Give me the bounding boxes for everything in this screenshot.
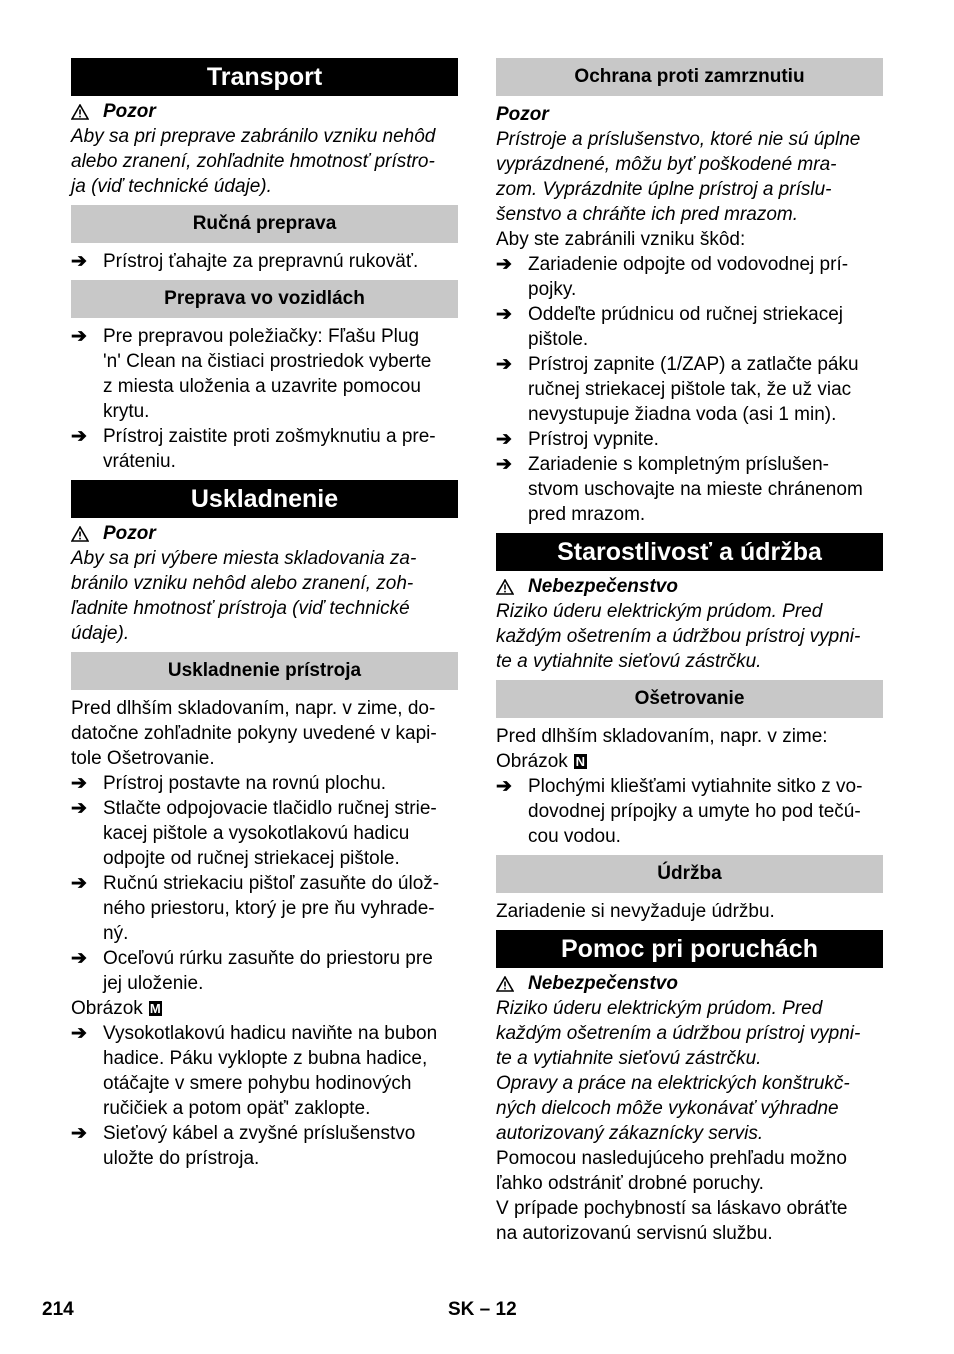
text-line: Sieťový kábel a zvyšné príslušenstvo (103, 1123, 416, 1144)
text-line: šenstvo a chráňte ich pred mrazom. (496, 204, 799, 225)
text-line: pojky. (528, 279, 577, 300)
text-line: Aby sa pri preprave zabránilo vzniku nehôd (71, 126, 436, 147)
arrow-right-icon: ➔ (496, 304, 512, 325)
text-line: jej uloženie. (103, 973, 204, 994)
list-item (496, 302, 883, 352)
list-item (71, 324, 458, 424)
text-line: každým ošetrením a údržbou prístroj vypni- (496, 1023, 861, 1044)
list-item (71, 871, 458, 946)
figure-letter-badge: M (149, 1001, 161, 1017)
text-line: alebo zranení, zohľadnite hmotnosť prístro- (71, 151, 435, 172)
arrow-right-icon: ➔ (71, 873, 87, 894)
warning-triangle-icon (496, 976, 514, 992)
text-line: Plochými kliešťami vytiahnite sitko z vo- (528, 776, 863, 797)
text-line: te a vytiahnite sieťovú zástrčku. (496, 651, 762, 672)
text-line: bránilo vzniku nehôd alebo zranení, zoh- (71, 573, 414, 594)
list-item (71, 249, 458, 274)
arrow-right-icon: ➔ (71, 1123, 87, 1144)
text-line: hadice. Páku vyklopte z bubna hadice, (103, 1048, 428, 1069)
text-line: Riziko úderu elektrickým prúdom. Pred (496, 998, 823, 1019)
text-line: ľadnite hmotnosť prístroja (viď technické (71, 598, 410, 619)
warning-triangle-icon (496, 579, 514, 595)
section-page-label: SK – 12 (448, 1299, 517, 1320)
paragraph (496, 1146, 883, 1246)
figure-label: Obrázok (496, 751, 568, 772)
text-line: stvom uschovajte na mieste chránenom (528, 479, 863, 500)
text-line: Prístroj ťahajte za prepravnú rukoväť. (103, 251, 419, 272)
warning-triangle-icon (71, 104, 89, 120)
transport-warning-text (71, 124, 458, 199)
arrow-right-icon: ➔ (71, 948, 87, 969)
list-item (71, 1121, 458, 1171)
uskladnenie-warning-label (71, 521, 458, 546)
text-line: 'n' Clean na čistiaci prostriedok vyberte (103, 351, 432, 372)
list-item (496, 427, 883, 452)
ochrana-caution-label: Pozor (496, 104, 549, 125)
text-line: Prístroj zapnite (1/ZAP) a zatlačte páku (528, 354, 859, 375)
text-line: Opravy a práce na elektrických konštrukč- (496, 1073, 850, 1094)
text-line: pištole. (528, 329, 589, 350)
text-line: Pred dlhším skladovaním, napr. v zime, do- (71, 698, 436, 719)
osetrovanie-heading: Ošetrovanie (496, 680, 883, 718)
paragraph (71, 696, 458, 771)
text-line: Prístroj postavte na rovnú plochu. (103, 773, 387, 794)
list-item (71, 424, 458, 474)
text-line: cou vodou. (528, 826, 621, 847)
text-line: ných dielcoch môže vykonávať výhradne (496, 1098, 839, 1119)
text-line: odpojte od ručnej striekacej pištole. (103, 848, 400, 869)
text-line: Vysokotlakovú hadicu naviňte na bubon (103, 1023, 438, 1044)
text-line: krytu. (103, 401, 150, 422)
list-item (71, 1021, 458, 1121)
list-item (496, 774, 883, 849)
uskladnenie-heading: Uskladnenie (71, 480, 458, 518)
text-line: Oceľovú rúrku zasuňte do priestoru pre (103, 948, 433, 969)
list-item (496, 352, 883, 427)
arrow-right-icon: ➔ (71, 773, 87, 794)
text-line: Zariadenie si nevyžaduje údržbu. (496, 901, 775, 922)
text-line: vráteniu. (103, 451, 176, 472)
text-line: dovodnej prípojky a umyte ho pod tečú- (528, 801, 861, 822)
arrow-right-icon: ➔ (71, 1023, 87, 1044)
text-line: uložte do prístroja. (103, 1148, 260, 1169)
text-line: Prístroj vypnite. (528, 429, 659, 450)
figure-label: Obrázok (71, 998, 143, 1019)
text-line: otáčajte v smere pohybu hodinových (103, 1073, 412, 1094)
warning-label-text: Nebezpečenstvo (528, 973, 678, 994)
arrow-right-icon: ➔ (496, 254, 512, 275)
text-line: vyprázdnené, môžu byť poškodené mra- (496, 154, 837, 175)
left-column (71, 58, 458, 1171)
text-line: kacej pištole a vysokotlakovú hadicu (103, 823, 410, 844)
transport-warning-label (71, 99, 458, 124)
uskladnenie-pristroja-heading: Uskladnenie prístroja (71, 652, 458, 690)
text-line: Pre prepravou poležiačky: Fľašu Plug (103, 326, 420, 347)
starostlivost-warning-text (496, 599, 883, 674)
text-line: Aby ste zabránili vzniku škôd: (496, 229, 746, 250)
starostlivost-warning-label (496, 574, 883, 599)
figure-reference (71, 996, 458, 1021)
text-line: Prístroj zaistite proti zošmyknutiu a pre- (103, 426, 436, 447)
warning-label-text: Nebezpečenstvo (528, 576, 678, 597)
ochrana-heading: Ochrana proti zamrznutiu (496, 58, 883, 96)
text-line: te a vytiahnite sieťovú zástrčku. (496, 1048, 762, 1069)
arrow-right-icon: ➔ (71, 251, 87, 272)
text-line: ľahko odstrániť drobné poruchy. (496, 1173, 764, 1194)
warning-label-text: Pozor (103, 101, 156, 122)
pomoc-heading: Pomoc pri poruchách (496, 930, 883, 968)
starostlivost-heading: Starostlivosť a údržba (496, 533, 883, 571)
right-column (496, 58, 883, 1246)
text-line: ručnej striekacej pištole tak, že už viac (528, 379, 852, 400)
text-line: zom. Vyprázdnite úplne prístroj a príslu- (496, 179, 832, 200)
page-number: 214 (42, 1299, 74, 1320)
arrow-right-icon: ➔ (71, 426, 87, 447)
text-line: datočne zohľadnite pokyny uvedené v kapi- (71, 723, 437, 744)
ochrana-caution-text (496, 127, 883, 227)
arrow-right-icon: ➔ (71, 798, 87, 819)
text-line: Oddeľte prúdnicu od ručnej striekacej (528, 304, 843, 325)
text-line: ja (viď technické údaje). (71, 176, 272, 197)
text-line: každým ošetrením a údržbou prístroj vypni- (496, 626, 861, 647)
figure-letter-badge: N (575, 754, 585, 770)
text-line: Prístroje a príslušenstvo, ktoré nie sú úplne (496, 129, 861, 150)
arrow-right-icon: ➔ (496, 454, 512, 475)
text-line: V prípade pochybností sa láskavo obráťte (496, 1198, 848, 1219)
list-item (71, 946, 458, 996)
transport-heading: Transport (71, 58, 458, 96)
warning-label-text: Pozor (103, 523, 156, 544)
text-line: ného priestoru, ktorý je pre ňu vyhrade- (103, 898, 435, 919)
pomoc-warning-label (496, 971, 883, 996)
text-line: na autorizovanú servisnú službu. (496, 1223, 773, 1244)
text-line: Pomocou nasledujúceho prehľadu možno (496, 1148, 847, 1169)
text-line: Stlačte odpojovacie tlačidlo ručnej strie- (103, 798, 437, 819)
text-line: Zariadenie s kompletným príslušen- (528, 454, 829, 475)
rucna-preprava-heading: Ručná preprava (71, 205, 458, 243)
text-line: autorizovaný zákaznícky servis. (496, 1123, 764, 1144)
preprava-vozidla-heading: Preprava vo vozidlách (71, 280, 458, 318)
arrow-right-icon: ➔ (496, 354, 512, 375)
text-line: Aby sa pri výbere miesta skladovania za- (71, 548, 417, 569)
list-item (71, 796, 458, 871)
text-line: ručičiek a potom opäť' zaklopte. (103, 1098, 371, 1119)
list-item (496, 252, 883, 302)
text-line: Pred dlhším skladovaním, napr. v zime: (496, 726, 828, 747)
list-item (496, 452, 883, 527)
text-line: Riziko úderu elektrickým prúdom. Pred (496, 601, 823, 622)
warning-triangle-icon (71, 526, 89, 542)
udrzba-heading: Údržba (496, 855, 883, 893)
uskladnenie-warning-text (71, 546, 458, 646)
text-line: údaje). (71, 623, 130, 644)
text-line: z miesta uloženia a uzavrite pomocou (103, 376, 421, 397)
text-line: nevystupuje žiadna voda (asi 1 min). (528, 404, 837, 425)
text-line: tole Ošetrovanie. (71, 748, 215, 769)
text-line: Ručnú striekaciu pištoľ zasuňte do úlož- (103, 873, 440, 894)
figure-reference (496, 749, 883, 774)
arrow-right-icon: ➔ (496, 429, 512, 450)
arrow-right-icon: ➔ (496, 776, 512, 797)
text-line: pred mrazom. (528, 504, 646, 525)
text-line: Zariadenie odpojte od vodovodnej prí- (528, 254, 849, 275)
text-line: ný. (103, 923, 129, 944)
arrow-right-icon: ➔ (71, 326, 87, 347)
pomoc-warning-text (496, 996, 883, 1146)
list-item (71, 771, 458, 796)
